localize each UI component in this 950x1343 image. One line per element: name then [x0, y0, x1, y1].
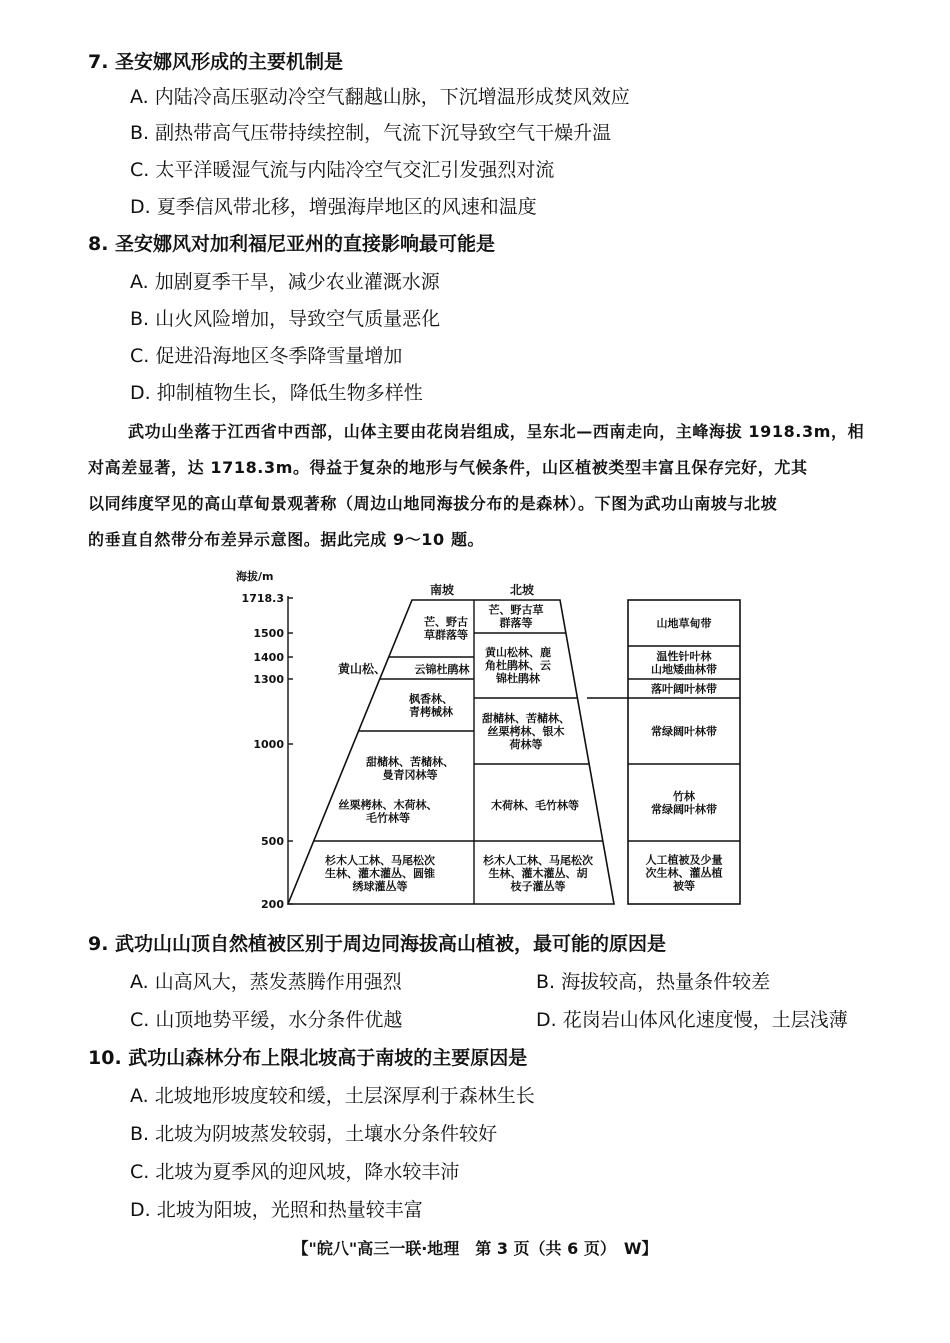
vertical-zone-figure: [230, 568, 750, 913]
q7-stem: 7. 圣安娜风形成的主要机制是: [88, 51, 344, 73]
south-zone-label: 甜槠林、苦槠林、: [366, 755, 454, 769]
north-zone-label: 枝子灌丛等: [510, 880, 566, 893]
q8-option-d: D. 抑制植物生长，降低生物多样性: [130, 382, 423, 404]
y-tick-label: 1400: [253, 651, 284, 664]
page-footer: 【"皖八"高三一联·地理 第 3 页（共 6 页） W】: [292, 1239, 658, 1258]
q8-option-c: C. 促进沿海地区冬季降雪量增加: [130, 345, 403, 367]
south-zone-label: 青栲械林: [409, 705, 453, 719]
passage-line-2: 对高差显著，达 1718.3m。得益于复杂的地形与气候条件，山区植被类型丰富且保存完好，尤其: [88, 458, 808, 477]
north-zone-label: 甜槠林、苦槠林、: [482, 712, 570, 725]
q7-option-a: A. 内陆冷高压驱动冷空气翻越山脉，下沉增温形成焚风效应: [130, 86, 630, 108]
q9-option-c: C. 山顶地势平缓，水分条件优越: [130, 1009, 403, 1031]
q7-option-b: B. 副热带高气压带持续控制，气流下沉导致空气干燥升温: [130, 122, 612, 144]
q9-stem: 9. 武功山山顶自然植被区别于周边同海拔高山植被，最可能的原因是: [88, 933, 667, 955]
passage-line-3: 以同纬度罕见的高山草甸景观著称（周边山地同海拔分布的是森林）。下图为武功山南坡与北坡: [88, 494, 778, 513]
q9-option-b: B. 海拔较高，热量条件较差: [536, 971, 771, 993]
north-zone-label: 芒、野古草: [488, 603, 544, 617]
belt-label: 常绿阔叶林带: [651, 803, 717, 816]
q10-option-a: A. 北坡地形坡度较和缓，土层深厚利于森林生长: [130, 1085, 535, 1107]
belt-label: 山地矮曲林带: [651, 663, 717, 676]
north-zone-label: 杉木人工林、马尾松次: [483, 854, 593, 867]
y-tick-label: 200: [261, 898, 284, 911]
q10-option-c: C. 北坡为夏季风的迎风坡，降水较丰沛: [130, 1161, 460, 1183]
south-zone-label: 生林、灌木灌丛、圆锥: [325, 867, 435, 880]
y-axis-label: 海拔/m: [236, 570, 274, 583]
q10-option-d: D. 北坡为阳坡，光照和热量较丰富: [130, 1199, 423, 1221]
north-zone-label: 锦杜鹃林: [496, 672, 540, 685]
north-slope-label: 北坡: [509, 583, 535, 597]
north-zone-label: 荷林等: [509, 738, 543, 751]
q9-option-d: D. 花岗岩山体风化速度慢，土层浅薄: [536, 1009, 848, 1031]
belt-label: 竹林: [673, 790, 695, 803]
north-zone-label: 木荷林、毛竹林等: [491, 799, 579, 812]
q10-option-b: B. 北坡为阴坡蒸发较弱，土壤水分条件较好: [130, 1123, 498, 1145]
south-slope-label: 南坡: [429, 583, 455, 597]
q9-option-a: A. 山高风大，蒸发蒸腾作用强烈: [130, 971, 402, 993]
passage-line-4: 的垂直自然带分布差异示意图。据此完成 9～10 题。: [88, 530, 485, 549]
south-zone-label: 丝栗栲林、木荷林、: [338, 798, 438, 812]
y-tick-label: 1500: [253, 627, 284, 640]
south-zone-label: 云锦杜鹃林: [414, 663, 470, 676]
belt-label: 次生林、灌丛植: [645, 866, 723, 880]
belt-label: 被等: [673, 879, 695, 893]
belt-label: 人工植被及少量: [645, 853, 723, 867]
north-zone-label: 群落等: [499, 616, 533, 630]
passage-line-1: 武功山坐落于江西省中西部，山体主要由花岗岩组成，呈东北—西南走向，主峰海拔 1918.3m，相: [128, 422, 865, 441]
belt-label: 山地草甸带: [656, 617, 712, 630]
y-tick-label: 1718.3: [241, 592, 284, 605]
q7-option-d: D. 夏季信风带北移，增强海岸地区的风速和温度: [130, 196, 537, 218]
south-zone-label: 杉木人工林、马尾松次: [325, 854, 435, 867]
south-zone-label: 毛竹林等: [366, 811, 410, 825]
q8-option-b: B. 山火风险增加，导致空气质量恶化: [130, 308, 441, 330]
belt-label: 温性针叶林: [656, 650, 712, 663]
north-zone-label: 角杜鹃林、云: [485, 659, 551, 672]
south-zone-label: 枫香林、: [409, 692, 453, 706]
q7-option-c: C. 太平洋暖湿气流与内陆冷空气交汇引发强烈对流: [130, 159, 555, 181]
y-tick-label: 500: [261, 835, 284, 848]
q8-option-a: A. 加剧夏季干旱，减少农业灌溉水源: [130, 271, 440, 293]
south-zone-label: 芒、野古: [424, 615, 468, 629]
belt-label: 落叶阔叶林带: [651, 682, 717, 696]
north-zone-label: 生林、灌木灌丛、胡: [488, 867, 588, 880]
south-zone-label: 绣球灌丛等: [352, 880, 408, 893]
north-zone-label: 丝栗栲林、银木: [487, 725, 565, 738]
south-outside-label: 黄山松、: [337, 662, 387, 676]
belt-label: 常绿阔叶林带: [651, 725, 717, 738]
north-zone-label: 黄山松林、鹿: [485, 646, 551, 659]
south-zone-label: 曼青冈林等: [382, 768, 438, 782]
vertical-zone-diagram: [230, 568, 750, 913]
y-tick-label: 1000: [253, 738, 284, 751]
south-zone-label: 草群落等: [424, 628, 468, 642]
q10-stem: 10. 武功山森林分布上限北坡高于南坡的主要原因是: [88, 1047, 528, 1069]
q8-stem: 8. 圣安娜风对加利福尼亚州的直接影响最可能是: [88, 233, 496, 255]
y-tick-label: 1300: [253, 673, 284, 686]
